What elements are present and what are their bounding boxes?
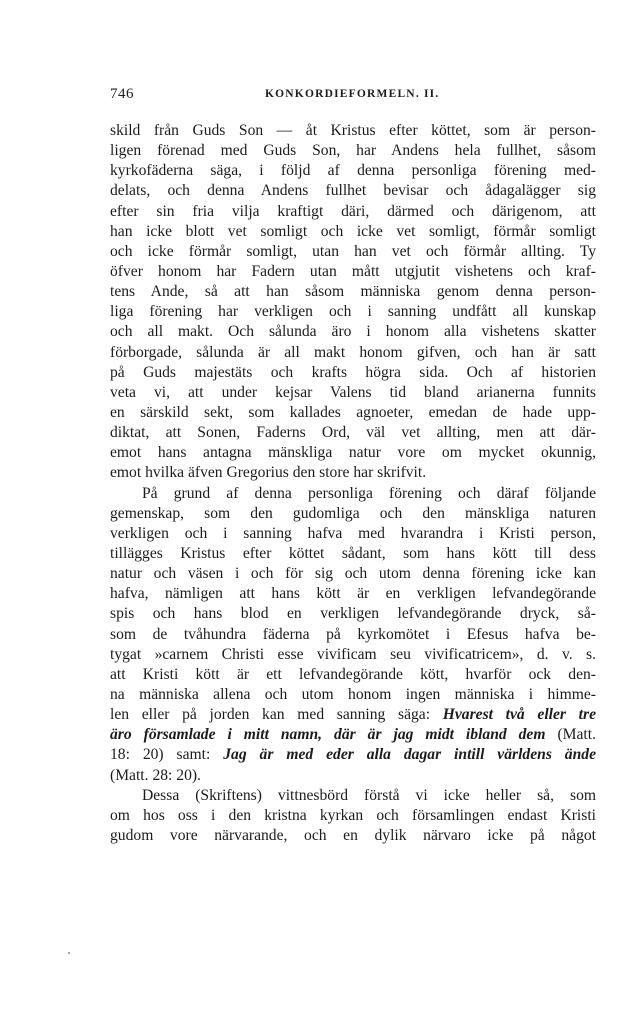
text-line — [110, 725, 596, 745]
text-line: Dessa (Skriftens) vittnesbörd förstå vi icke heller så, som — [142, 786, 596, 804]
text-line: verkligen och i sanning hafva med hvarandra i Kristi person, — [110, 524, 596, 542]
text-segment: (Matt. — [545, 726, 596, 744]
text-line: tygat »carnem Christi esse vivificam seu vivificatricem», d. v. s. — [110, 645, 596, 663]
text-line: gemenskap, som den gudomliga och den mänskliga naturen — [110, 504, 596, 522]
emphasized-text: äro församlade i mitt namn, där är jag midt ibland dem — [110, 726, 546, 744]
text-line: emot hvilka äfven Gregorius den store har skrifvit. — [110, 464, 427, 482]
text-line: som de tvåhundra fäderna på kyrkomötet i Efesus hafva be- — [110, 625, 596, 643]
running-title: KONKORDIEFORMELN. II. — [265, 88, 440, 100]
page-header — [110, 86, 596, 108]
emphasized-text: Hvarest två eller tre — [442, 706, 597, 724]
text-line: hafva, nämligen att hans kött är en verkligen lefvandegörande — [110, 585, 596, 603]
text-line: på Guds majestäts och krafts högra sida. Och af historien — [110, 363, 596, 381]
page-number: 746 — [110, 86, 134, 102]
text-line: delats, och denna Andens fullhet bevisar och ådagalägger sig — [110, 182, 596, 200]
text-line: tillägges Kristus efter köttet sådant, som hans kött till dess — [110, 544, 596, 562]
text-line: natur och väsen i och för sig och utom denna förening icke kan — [110, 565, 596, 583]
text-segment: 18: 20) samt: — [110, 746, 211, 764]
text-line: och icke förmår somligt, utan han vet och förmår allting. Ty — [110, 242, 596, 260]
scan-speck — [68, 952, 70, 954]
text-line — [110, 705, 596, 725]
text-line: öfver honom har Fadern utan mått utgjutit vishetens och kraf- — [110, 262, 596, 280]
text-line — [110, 745, 596, 765]
text-line: han icke blott vet somligt och icke vet somligt, förmår somligt — [110, 222, 596, 240]
body-text — [110, 121, 596, 846]
text-line: na människa allena och utom honom ingen människa i himme- — [110, 685, 596, 703]
text-line: förborgade, sålunda är all makt honom gifven, och han är satt — [110, 343, 596, 361]
text-line: tens Ande, så att han såsom människa genom denna person- — [110, 283, 596, 301]
emphasized-text: Jag är med eder alla dagar intill världens ände — [223, 746, 596, 764]
text-line: efter sin fria vilja kraftigt däri, därmed och därigenom, att — [110, 202, 596, 220]
text-line: ligen förenad med Guds Son, har Andens hela fullhet, såsom — [110, 142, 596, 160]
text-line: spis och hans blod en verkligen lefvandegörande dryck, så- — [110, 605, 596, 623]
text-line: På grund af denna personliga förening och däraf följande — [142, 484, 596, 502]
text-line: liga förening har verkligen och i sanning undfått all kunskap — [110, 303, 596, 321]
text-line: kyrkofäderna säga, i följd af denna personliga förening med- — [110, 162, 596, 180]
text-line: om hos oss i den kristna kyrkan och församlingen endast Kristi — [110, 806, 596, 824]
text-line: (Matt. 28: 20). — [110, 766, 201, 784]
text-line: veta vi, att under kejsar Valens tid bland arianerna funnits — [110, 383, 596, 401]
text-line: diktat, att Sonen, Faderns Ord, väl vet allting, men att där- — [110, 424, 596, 442]
text-line: gudom vore närvarande, och en dylik närvaro icke på något — [110, 826, 596, 844]
text-line: att Kristi kött är ett lefvandegörande kött, hvarför ock den- — [110, 665, 596, 683]
text-line: och all makt. Och sålunda äro i honom alla vishetens skatter — [110, 323, 596, 341]
text-line: skild från Guds Son — åt Kristus efter köttet, som är person- — [110, 122, 596, 139]
text-segment: len eller på jorden kan med sanning säga: — [110, 706, 431, 724]
text-line: en särskild sekt, som kallades agnoeter, emedan de hade upp- — [110, 403, 596, 421]
text-line: emot hans antagna mänskliga natur vore om mycket okunnig, — [110, 444, 596, 462]
